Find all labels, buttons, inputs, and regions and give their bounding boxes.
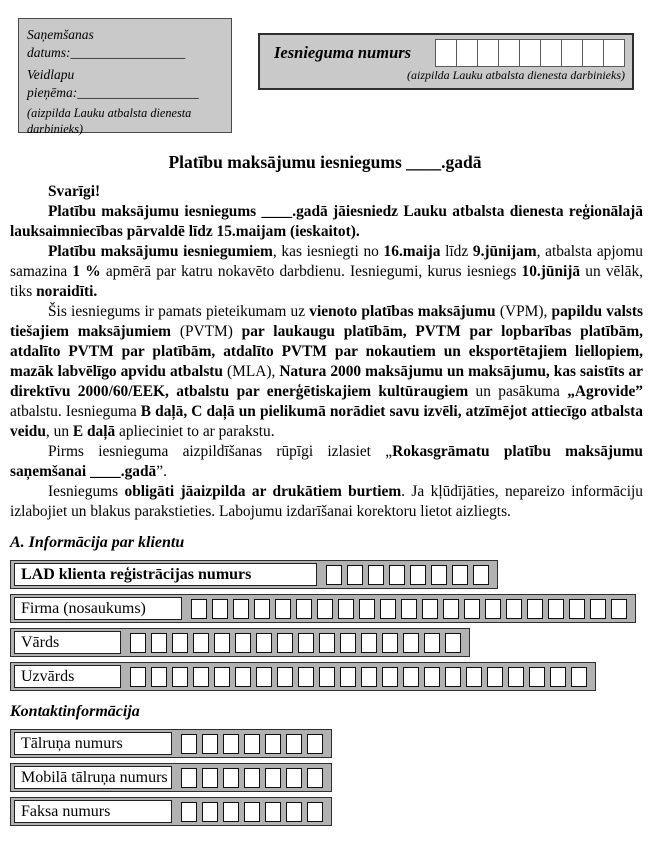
digit-cell	[603, 39, 625, 67]
page-title: Platību maksājumu iesniegums ____.gadā	[168, 152, 482, 172]
digit-cell	[181, 768, 197, 788]
text-segment: 16.maija	[383, 243, 441, 260]
text-segment: B daļā, C daļā un pielikumā norādiet savu izvēli, atzīmējot attiecīgo atbalsta veidu	[10, 403, 643, 440]
lad-client-number-label: LAD klienta reģistrācijas numurs	[14, 563, 317, 586]
form-row-company-name	[10, 594, 636, 623]
text-segment: . Ja kļūdījāties, nepareizo informāciju izlabojiet un blakus parakstieties. Labojumu izdarīšanai korektoru lietot aizliegts.	[10, 483, 643, 520]
digit-cell	[256, 633, 272, 653]
lad-client-number-cells	[326, 565, 494, 585]
last-name-cells	[130, 667, 592, 687]
digit-cell	[193, 633, 209, 653]
digit-cell	[382, 633, 398, 653]
digit-cell	[223, 802, 239, 822]
digit-cell	[403, 633, 419, 653]
text-segment: ”.	[156, 463, 167, 480]
text-segment: 1 %	[72, 263, 101, 280]
form-row-first-name	[10, 628, 470, 657]
text-segment: un pasākuma	[468, 383, 568, 400]
digit-cell	[265, 768, 281, 788]
digit-cell	[223, 768, 239, 788]
digit-cell	[361, 633, 377, 653]
digit-cell	[235, 667, 251, 687]
digit-cell	[485, 599, 501, 619]
digit-cell	[235, 633, 251, 653]
application-number-label: Iesnieguma numurs	[274, 43, 412, 62]
mobile-number-cells	[181, 768, 328, 788]
digit-cell	[431, 565, 447, 585]
digit-cell	[340, 633, 356, 653]
digit-cell	[435, 39, 457, 67]
text-segment: Natura 2000 maksājumu un maksājumu, kas saistīts ar direktīvu 2000/60/EEK, atbalstu par enerģētiskajiem kultūraugiem	[10, 363, 644, 400]
digit-cell	[254, 599, 270, 619]
digit-cell	[193, 667, 209, 687]
text-segment: , atbalsta apjomu samazina	[10, 243, 643, 280]
first-name-cells	[130, 633, 466, 653]
digit-cell	[307, 734, 323, 754]
text-segment: papildu valsts tiešajiem maksājumiem	[10, 303, 643, 340]
fax-number-cells	[181, 802, 328, 822]
text-segment: līdz	[440, 243, 473, 260]
form-row-fax-number	[10, 797, 332, 826]
first-name-label: Vārds	[14, 631, 121, 654]
digit-cell	[275, 599, 291, 619]
text-segment: „Agrovide”	[567, 383, 643, 400]
application-number-note: (aizpilda Lauku atbalsta dienesta darbinieks)	[407, 68, 625, 82]
paragraph-deadline	[10, 202, 643, 242]
digit-cell	[452, 565, 468, 585]
digit-cell	[403, 667, 419, 687]
text-segment: (VPM),	[495, 303, 552, 320]
digit-cell	[611, 599, 627, 619]
form-row-lad-client-number	[10, 560, 498, 589]
page-header	[0, 0, 650, 140]
digit-cell	[571, 667, 587, 687]
form-row-phone-number	[10, 729, 332, 758]
form-row-last-name	[10, 662, 596, 691]
digit-cell	[202, 734, 218, 754]
digit-cell	[338, 599, 354, 619]
text-segment: E daļā	[72, 423, 116, 440]
digit-cell	[464, 599, 480, 619]
text-segment: Šis iesniegums ir pamats pieteikumam uz	[48, 303, 310, 320]
digit-cell	[359, 599, 375, 619]
receipt-box	[18, 18, 232, 136]
digit-cell	[548, 599, 564, 619]
digit-cell	[380, 599, 396, 619]
paragraph-handbook	[10, 442, 643, 482]
digit-cell	[130, 667, 146, 687]
digit-cell	[265, 734, 281, 754]
digit-cell	[286, 768, 302, 788]
digit-cell	[401, 599, 417, 619]
digit-cell	[130, 633, 146, 653]
text-segment: Platību maksājumu iesniegumiem	[48, 243, 273, 260]
digit-cell	[212, 599, 228, 619]
digit-cell	[582, 39, 604, 67]
digit-cell	[590, 599, 606, 619]
digit-cell	[223, 734, 239, 754]
digit-cell	[466, 667, 482, 687]
digit-cell	[151, 633, 167, 653]
digit-cell	[422, 599, 438, 619]
digit-cell	[298, 667, 314, 687]
receipt-note: (aizpilda Lauku atbalsta dienesta darbinieks)	[27, 106, 192, 136]
text-segment: Svarīgi!	[48, 183, 101, 200]
text-segment: , kas iesniegti no	[272, 243, 384, 260]
digit-cell	[340, 667, 356, 687]
text-segment: un vēlāk, tiks	[10, 263, 643, 300]
fax-number-label: Faksa numurs	[14, 800, 172, 823]
text-segment: Iesniegums	[48, 483, 125, 500]
digit-cell	[265, 802, 281, 822]
digit-cell	[319, 667, 335, 687]
text-segment: (MLA),	[223, 363, 280, 380]
digit-cell	[296, 599, 312, 619]
text-segment: aplieciniet to ar parakstu.	[115, 423, 275, 440]
digit-cell	[519, 39, 541, 67]
digit-cell	[527, 599, 543, 619]
digit-cell	[445, 667, 461, 687]
digit-cell	[202, 802, 218, 822]
digit-cell	[172, 667, 188, 687]
digit-cell	[298, 633, 314, 653]
paragraph-print-letters	[10, 482, 643, 522]
digit-cell	[529, 667, 545, 687]
text-segment: noraidīti.	[36, 283, 98, 300]
text-segment: 10.jūnijā	[521, 263, 581, 280]
text-segment: Platību maksājumu iesniegums ____.gadā jāiesniedz Lauku atbalsta dienesta reģionālajā lauksaimniecības pārvaldē līdz 15.maijam (ieskaitot).	[10, 203, 643, 240]
digit-cell	[561, 39, 583, 67]
digit-cell	[389, 565, 405, 585]
receipt-date-line: Saņemšanas datums:_________________	[27, 27, 186, 60]
contact-info-rows	[10, 729, 650, 826]
digit-cell	[550, 667, 566, 687]
text-segment: Pirms iesnieguma aizpildīšanas rūpīgi izlasiet „	[48, 443, 393, 460]
digit-cell	[214, 633, 230, 653]
last-name-label: Uzvārds	[14, 665, 121, 688]
application-number-row	[266, 39, 627, 67]
company-name-cells	[191, 599, 632, 619]
receipt-accepted-by-line: Veidlapu pieņēma:__________________	[27, 67, 199, 100]
digit-cell	[347, 565, 363, 585]
digit-cell	[244, 768, 260, 788]
application-number-cells	[436, 39, 625, 67]
digit-cell	[540, 39, 562, 67]
digit-cell	[317, 599, 333, 619]
digit-cell	[244, 802, 260, 822]
paragraph-payment-types	[10, 302, 643, 442]
text-segment: , un	[45, 423, 73, 440]
digit-cell	[244, 734, 260, 754]
company-name-label: Firma (nosaukums)	[14, 597, 182, 620]
digit-cell	[151, 667, 167, 687]
text-segment: vienoto platības maksājumu	[309, 303, 496, 320]
digit-cell	[307, 768, 323, 788]
digit-cell	[256, 667, 272, 687]
digit-cell	[326, 565, 342, 585]
digit-cell	[181, 734, 197, 754]
contact-heading: Kontaktinformācija	[10, 703, 140, 720]
intro-text	[10, 182, 643, 522]
digit-cell	[233, 599, 249, 619]
digit-cell	[319, 633, 335, 653]
text-segment: atbalstu. Iesnieguma	[10, 403, 141, 420]
digit-cell	[443, 599, 459, 619]
form-row-mobile-number	[10, 763, 332, 792]
phone-number-label: Tālruņa numurs	[14, 732, 172, 755]
digit-cell	[191, 599, 207, 619]
digit-cell	[214, 667, 230, 687]
digit-cell	[307, 802, 323, 822]
digit-cell	[181, 802, 197, 822]
digit-cell	[286, 734, 302, 754]
digit-cell	[277, 667, 293, 687]
digit-cell	[202, 768, 218, 788]
digit-cell	[445, 633, 461, 653]
digit-cell	[286, 802, 302, 822]
digit-cell	[508, 667, 524, 687]
digit-cell	[498, 39, 520, 67]
section-a-heading: A. Informācija par klientu	[10, 534, 185, 551]
paragraph-late-submission	[10, 242, 643, 302]
digit-cell	[473, 565, 489, 585]
phone-number-cells	[181, 734, 328, 754]
paragraph-important	[10, 182, 643, 202]
digit-cell	[477, 39, 499, 67]
digit-cell	[368, 565, 384, 585]
mobile-number-label: Mobilā tālruņa numurs	[14, 766, 172, 789]
digit-cell	[410, 565, 426, 585]
digit-cell	[277, 633, 293, 653]
text-segment: obligāti jāaizpilda ar drukātiem burtiem	[124, 483, 402, 500]
digit-cell	[456, 39, 478, 67]
application-number-box	[258, 33, 634, 90]
digit-cell	[424, 667, 440, 687]
text-segment: (PVTM)	[171, 323, 242, 340]
digit-cell	[172, 633, 188, 653]
digit-cell	[487, 667, 503, 687]
client-info-rows	[10, 560, 650, 691]
text-segment: Rokasgrāmatu platību maksājumu saņemšanai ____.gadā	[10, 443, 643, 480]
digit-cell	[424, 633, 440, 653]
digit-cell	[361, 667, 377, 687]
digit-cell	[382, 667, 398, 687]
digit-cell	[569, 599, 585, 619]
text-segment: 9.jūnijam	[472, 243, 537, 260]
text-segment: par laukaugu platībām, PVTM par lopbarības platībām, atdalīto PVTM par platībām, atdalīto PVTM par nokautiem un eksportētajiem liellopiem, mazāk labvēlīgo apvidu atbalstu	[10, 323, 643, 380]
text-segment: apmērā par katru nokavēto darbdienu. Iesniegumi, kurus iesniegs	[100, 263, 522, 280]
digit-cell	[506, 599, 522, 619]
